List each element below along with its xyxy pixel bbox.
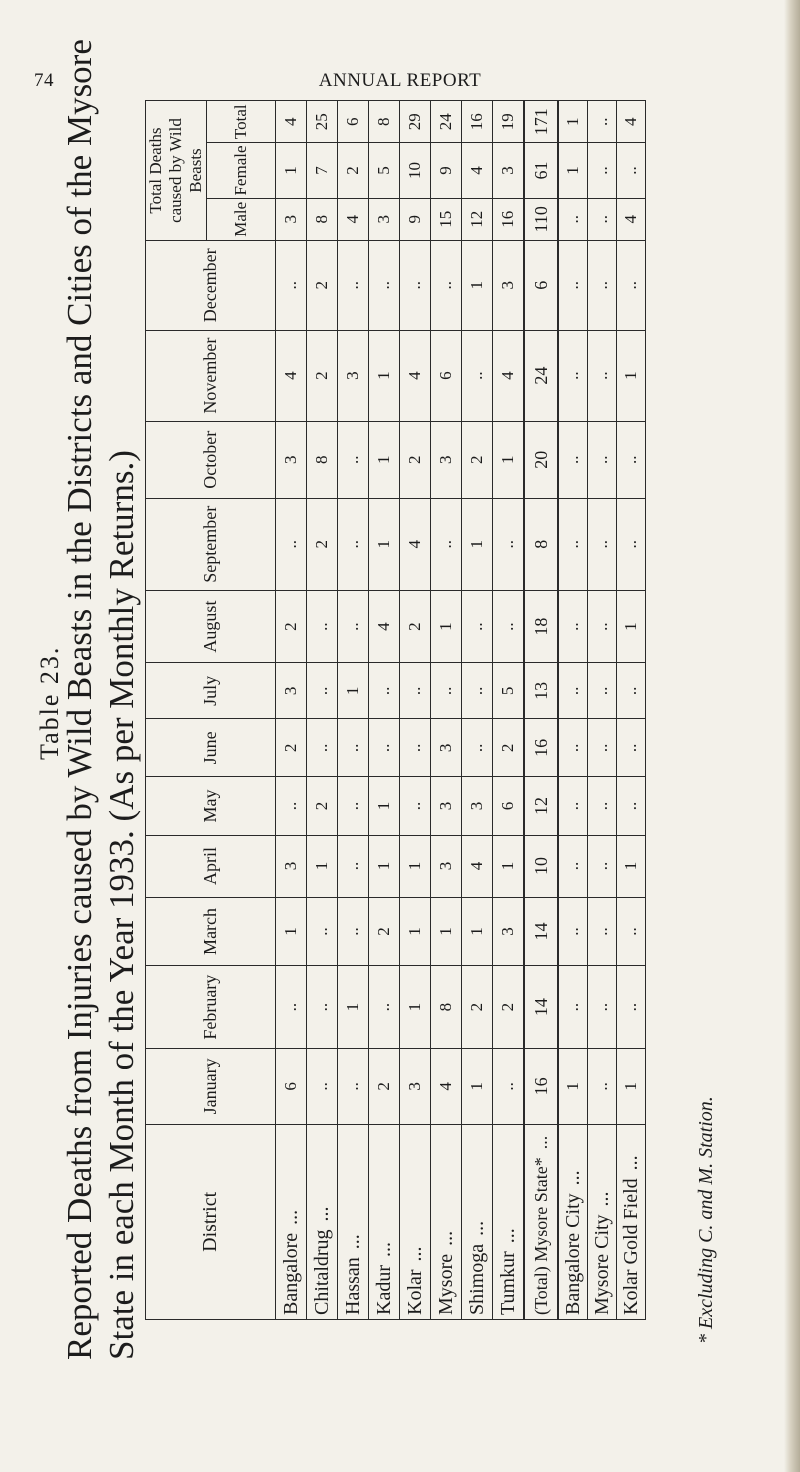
value-cell: 8 bbox=[369, 101, 400, 143]
value-cell: 2 bbox=[307, 777, 338, 835]
value-cell: .. bbox=[617, 421, 646, 498]
month-header: October bbox=[146, 421, 276, 498]
value-cell: .. bbox=[276, 241, 307, 331]
value-cell: 1 bbox=[493, 835, 525, 897]
value-cell: 3 bbox=[431, 421, 462, 498]
value-cell: .. bbox=[558, 835, 588, 897]
month-header: September bbox=[146, 498, 276, 590]
table-row bbox=[400, 101, 431, 1320]
value-cell: 6 bbox=[338, 101, 369, 143]
value-cell: .. bbox=[369, 663, 400, 719]
value-cell: .. bbox=[338, 777, 369, 835]
value-cell: 3 bbox=[276, 663, 307, 719]
value-cell: .. bbox=[493, 498, 525, 590]
value-cell: 1 bbox=[431, 897, 462, 966]
value-cell: 29 bbox=[400, 101, 431, 143]
value-cell: .. bbox=[307, 1048, 338, 1124]
value-cell: .. bbox=[338, 835, 369, 897]
value-cell: 1 bbox=[617, 835, 646, 897]
value-cell: 9 bbox=[400, 198, 431, 241]
value-cell: .. bbox=[558, 777, 588, 835]
value-cell: 1 bbox=[369, 777, 400, 835]
value-cell: 4 bbox=[462, 143, 493, 198]
table-title-line-1: Reported Deaths from Injuries caused by Wild Beasts in the Districts and Cities of the Mysore bbox=[60, 39, 99, 1360]
value-cell: 13 bbox=[524, 663, 558, 719]
value-cell: 5 bbox=[493, 663, 525, 719]
value-cell: 25 bbox=[307, 101, 338, 143]
value-cell: 1 bbox=[307, 835, 338, 897]
value-cell: 3 bbox=[493, 897, 525, 966]
value-cell: 1 bbox=[369, 835, 400, 897]
value-cell: 6 bbox=[431, 330, 462, 421]
value-cell: 61 bbox=[524, 143, 558, 198]
value-cell: .. bbox=[307, 719, 338, 777]
value-cell: 24 bbox=[431, 101, 462, 143]
value-cell: .. bbox=[338, 498, 369, 590]
value-cell: 16 bbox=[462, 101, 493, 143]
value-cell: 9 bbox=[431, 143, 462, 198]
value-cell: .. bbox=[588, 590, 617, 663]
table-row bbox=[431, 101, 462, 1320]
value-cell: 1 bbox=[400, 966, 431, 1049]
value-cell: 10 bbox=[524, 835, 558, 897]
district-name-cell bbox=[276, 1124, 307, 1319]
value-cell: .. bbox=[558, 590, 588, 663]
female-header: Female bbox=[207, 143, 276, 198]
value-cell: .. bbox=[588, 719, 617, 777]
value-cell: .. bbox=[588, 101, 617, 143]
district-name-cell bbox=[338, 1124, 369, 1319]
value-cell: 1 bbox=[617, 1048, 646, 1124]
value-cell: 2 bbox=[462, 966, 493, 1049]
value-cell: .. bbox=[400, 241, 431, 331]
month-header: November bbox=[146, 330, 276, 421]
value-cell: 3 bbox=[276, 421, 307, 498]
value-cell: .. bbox=[276, 498, 307, 590]
value-cell: .. bbox=[462, 590, 493, 663]
value-cell: 1 bbox=[462, 241, 493, 331]
value-cell: .. bbox=[400, 719, 431, 777]
value-cell: 171 bbox=[524, 101, 558, 143]
value-cell: 8 bbox=[524, 498, 558, 590]
value-cell: .. bbox=[493, 1048, 525, 1124]
value-cell: 4 bbox=[338, 198, 369, 241]
month-header: July bbox=[146, 663, 276, 719]
value-cell: .. bbox=[431, 663, 462, 719]
value-cell: .. bbox=[588, 966, 617, 1049]
value-cell: 2 bbox=[307, 330, 338, 421]
male-header: Male bbox=[207, 198, 276, 241]
value-cell: 16 bbox=[524, 719, 558, 777]
value-cell: 1 bbox=[558, 143, 588, 198]
value-cell: .. bbox=[338, 897, 369, 966]
month-header: December bbox=[146, 241, 276, 331]
value-cell: 4 bbox=[617, 101, 646, 143]
leader-dots: ... bbox=[465, 1220, 488, 1236]
value-cell: 4 bbox=[617, 198, 646, 241]
value-cell: 2 bbox=[369, 897, 400, 966]
value-cell: .. bbox=[558, 330, 588, 421]
value-cell: .. bbox=[462, 663, 493, 719]
table-row bbox=[276, 101, 307, 1320]
district-name-cell bbox=[558, 1124, 588, 1319]
value-cell: .. bbox=[558, 663, 588, 719]
value-cell: .. bbox=[307, 663, 338, 719]
value-cell: 2 bbox=[307, 498, 338, 590]
value-cell: .. bbox=[558, 241, 588, 331]
value-cell: 1 bbox=[338, 663, 369, 719]
value-cell: 3 bbox=[431, 777, 462, 835]
district-name: Bangalore City bbox=[561, 1193, 584, 1315]
district-name: Kadur bbox=[372, 1265, 395, 1315]
value-cell: .. bbox=[462, 719, 493, 777]
table-row bbox=[462, 101, 493, 1320]
value-cell: .. bbox=[400, 777, 431, 835]
total-header: Total bbox=[207, 101, 276, 143]
month-header: May bbox=[146, 777, 276, 835]
month-header: April bbox=[146, 835, 276, 897]
value-cell: 3 bbox=[462, 777, 493, 835]
value-cell: 1 bbox=[493, 421, 525, 498]
value-cell: .. bbox=[307, 966, 338, 1049]
table-row bbox=[493, 101, 525, 1320]
value-cell: .. bbox=[617, 966, 646, 1049]
value-cell: .. bbox=[400, 663, 431, 719]
value-cell: 2 bbox=[400, 590, 431, 663]
value-cell: 1 bbox=[617, 590, 646, 663]
value-cell: 14 bbox=[524, 966, 558, 1049]
leader-dots: ... bbox=[403, 1246, 426, 1262]
value-cell: .. bbox=[338, 1048, 369, 1124]
district-name-cell bbox=[617, 1124, 646, 1319]
district-name-cell bbox=[493, 1124, 525, 1319]
value-cell: 1 bbox=[369, 498, 400, 590]
month-header: March bbox=[146, 897, 276, 966]
table-row bbox=[558, 101, 588, 1320]
value-cell: .. bbox=[588, 198, 617, 241]
value-cell: 3 bbox=[276, 198, 307, 241]
value-cell: 2 bbox=[369, 1048, 400, 1124]
value-cell: .. bbox=[431, 241, 462, 331]
value-cell: 4 bbox=[400, 330, 431, 421]
value-cell: .. bbox=[617, 241, 646, 331]
total-deaths-header: Total Deaths caused by Wild Beasts bbox=[146, 101, 207, 241]
value-cell: 1 bbox=[369, 330, 400, 421]
value-cell: .. bbox=[588, 498, 617, 590]
table-row bbox=[588, 101, 617, 1320]
leader-dots: ... bbox=[372, 1242, 395, 1258]
value-cell: 1 bbox=[462, 1048, 493, 1124]
table-row bbox=[338, 101, 369, 1320]
value-cell: 3 bbox=[431, 719, 462, 777]
wild-beast-deaths-table bbox=[145, 100, 646, 1320]
district-name: Kolar Gold Field bbox=[619, 1178, 642, 1315]
value-cell: .. bbox=[617, 663, 646, 719]
table-row bbox=[617, 101, 646, 1320]
value-cell: .. bbox=[617, 719, 646, 777]
value-cell: .. bbox=[588, 897, 617, 966]
value-cell: 5 bbox=[369, 143, 400, 198]
page-number: 74 bbox=[34, 70, 54, 91]
district-name-cell bbox=[400, 1124, 431, 1319]
district-name: Mysore City bbox=[590, 1214, 613, 1315]
district-name: Tumkur bbox=[496, 1251, 519, 1315]
value-cell: 12 bbox=[462, 198, 493, 241]
leader-dots: ... bbox=[530, 1135, 551, 1150]
value-cell: 4 bbox=[462, 835, 493, 897]
value-cell: 2 bbox=[338, 143, 369, 198]
value-cell: 2 bbox=[400, 421, 431, 498]
value-cell: 8 bbox=[307, 421, 338, 498]
value-cell: 1 bbox=[400, 835, 431, 897]
value-cell: .. bbox=[307, 897, 338, 966]
value-cell: 3 bbox=[493, 241, 525, 331]
district-name-cell bbox=[431, 1124, 462, 1319]
table-row bbox=[307, 101, 338, 1320]
value-cell: .. bbox=[338, 241, 369, 331]
value-cell: 12 bbox=[524, 777, 558, 835]
district-name-cell bbox=[588, 1124, 617, 1319]
value-cell: 3 bbox=[338, 330, 369, 421]
value-cell: 1 bbox=[617, 330, 646, 421]
value-cell: 7 bbox=[307, 143, 338, 198]
value-cell: .. bbox=[617, 498, 646, 590]
value-cell: 3 bbox=[493, 143, 525, 198]
header-row bbox=[146, 101, 207, 1320]
value-cell: 20 bbox=[524, 421, 558, 498]
value-cell: .. bbox=[617, 143, 646, 198]
leader-dots: ... bbox=[561, 1170, 584, 1186]
city-rows bbox=[558, 101, 646, 1320]
value-cell: .. bbox=[588, 143, 617, 198]
value-cell: 1 bbox=[431, 590, 462, 663]
value-cell: 1 bbox=[462, 498, 493, 590]
value-cell: .. bbox=[338, 719, 369, 777]
value-cell: .. bbox=[588, 421, 617, 498]
district-name-cell bbox=[524, 1124, 558, 1319]
value-cell: 3 bbox=[431, 835, 462, 897]
value-cell: 2 bbox=[276, 719, 307, 777]
district-name: Bangalore bbox=[279, 1232, 302, 1315]
district-header: District bbox=[146, 1124, 276, 1319]
running-head: ANNUAL REPORT bbox=[318, 70, 482, 91]
value-cell: 4 bbox=[431, 1048, 462, 1124]
value-cell: .. bbox=[338, 590, 369, 663]
value-cell: 2 bbox=[276, 590, 307, 663]
value-cell: 6 bbox=[276, 1048, 307, 1124]
value-cell: 14 bbox=[524, 897, 558, 966]
month-header: June bbox=[146, 719, 276, 777]
district-name-cell bbox=[462, 1124, 493, 1319]
district-name: Hassan bbox=[341, 1257, 364, 1315]
value-cell: .. bbox=[617, 777, 646, 835]
value-cell: 1 bbox=[369, 421, 400, 498]
value-cell: 4 bbox=[276, 330, 307, 421]
value-cell: 8 bbox=[431, 966, 462, 1049]
month-header: August bbox=[146, 590, 276, 663]
value-cell: 18 bbox=[524, 590, 558, 663]
value-cell: .. bbox=[588, 330, 617, 421]
leader-dots: ... bbox=[341, 1234, 364, 1250]
district-name: (Total) Mysore State* bbox=[530, 1157, 551, 1315]
district-name-cell bbox=[369, 1124, 400, 1319]
value-cell: 4 bbox=[369, 590, 400, 663]
value-cell: .. bbox=[307, 590, 338, 663]
leader-dots: ... bbox=[310, 1206, 333, 1222]
value-cell: 10 bbox=[400, 143, 431, 198]
value-cell: 1 bbox=[338, 966, 369, 1049]
value-cell: .. bbox=[558, 897, 588, 966]
state-total-rows bbox=[524, 101, 558, 1320]
table-label: Table 23. bbox=[35, 645, 64, 760]
table-title-line-2: State in each Month of the Year 1933. (As per Monthly Returns.) bbox=[102, 450, 141, 1360]
district-name: Shimoga bbox=[465, 1243, 488, 1315]
value-cell: .. bbox=[588, 1048, 617, 1124]
value-cell: .. bbox=[369, 966, 400, 1049]
value-cell: 4 bbox=[400, 498, 431, 590]
value-cell: .. bbox=[462, 330, 493, 421]
value-cell: 1 bbox=[558, 1048, 588, 1124]
value-cell: 16 bbox=[493, 198, 525, 241]
value-cell: 3 bbox=[400, 1048, 431, 1124]
leader-dots: ... bbox=[590, 1191, 613, 1207]
value-cell: 4 bbox=[493, 330, 525, 421]
value-cell: .. bbox=[558, 498, 588, 590]
value-cell: .. bbox=[558, 421, 588, 498]
value-cell: 1 bbox=[400, 897, 431, 966]
value-cell: .. bbox=[588, 777, 617, 835]
value-cell: 24 bbox=[524, 330, 558, 421]
value-cell: .. bbox=[276, 966, 307, 1049]
value-cell: .. bbox=[617, 897, 646, 966]
district-name: Chitaldrug bbox=[310, 1229, 333, 1315]
value-cell: .. bbox=[558, 198, 588, 241]
value-cell: .. bbox=[588, 835, 617, 897]
table-row bbox=[369, 101, 400, 1320]
value-cell: 1 bbox=[558, 101, 588, 143]
month-header: January bbox=[146, 1048, 276, 1124]
value-cell: 3 bbox=[276, 835, 307, 897]
district-rows bbox=[276, 101, 525, 1320]
value-cell: .. bbox=[369, 719, 400, 777]
value-cell: .. bbox=[369, 241, 400, 331]
value-cell: .. bbox=[588, 663, 617, 719]
value-cell: 8 bbox=[307, 198, 338, 241]
value-cell: 1 bbox=[276, 143, 307, 198]
value-cell: 4 bbox=[276, 101, 307, 143]
value-cell: 1 bbox=[462, 897, 493, 966]
leader-dots: ... bbox=[279, 1209, 302, 1225]
value-cell: .. bbox=[558, 966, 588, 1049]
table-row bbox=[524, 101, 558, 1320]
value-cell: 6 bbox=[524, 241, 558, 331]
value-cell: .. bbox=[276, 777, 307, 835]
value-cell: 2 bbox=[307, 241, 338, 331]
district-name-cell bbox=[307, 1124, 338, 1319]
value-cell: 6 bbox=[493, 777, 525, 835]
value-cell: 16 bbox=[524, 1048, 558, 1124]
value-cell: 1 bbox=[276, 897, 307, 966]
value-cell: 2 bbox=[462, 421, 493, 498]
value-cell: .. bbox=[431, 498, 462, 590]
district-name: Mysore bbox=[434, 1253, 457, 1315]
value-cell: .. bbox=[493, 590, 525, 663]
value-cell: .. bbox=[558, 719, 588, 777]
leader-dots: ... bbox=[619, 1155, 642, 1171]
month-header: February bbox=[146, 966, 276, 1049]
value-cell: 110 bbox=[524, 198, 558, 241]
value-cell: 3 bbox=[369, 198, 400, 241]
value-cell: 15 bbox=[431, 198, 462, 241]
value-cell: .. bbox=[588, 241, 617, 331]
value-cell: .. bbox=[338, 421, 369, 498]
leader-dots: ... bbox=[496, 1228, 519, 1244]
value-cell: 2 bbox=[493, 719, 525, 777]
leader-dots: ... bbox=[434, 1230, 457, 1246]
footnote: * Excluding C. and M. Station. bbox=[695, 1096, 717, 1344]
value-cell: 2 bbox=[493, 966, 525, 1049]
value-cell: 19 bbox=[493, 101, 525, 143]
district-name: Kolar bbox=[403, 1269, 426, 1315]
